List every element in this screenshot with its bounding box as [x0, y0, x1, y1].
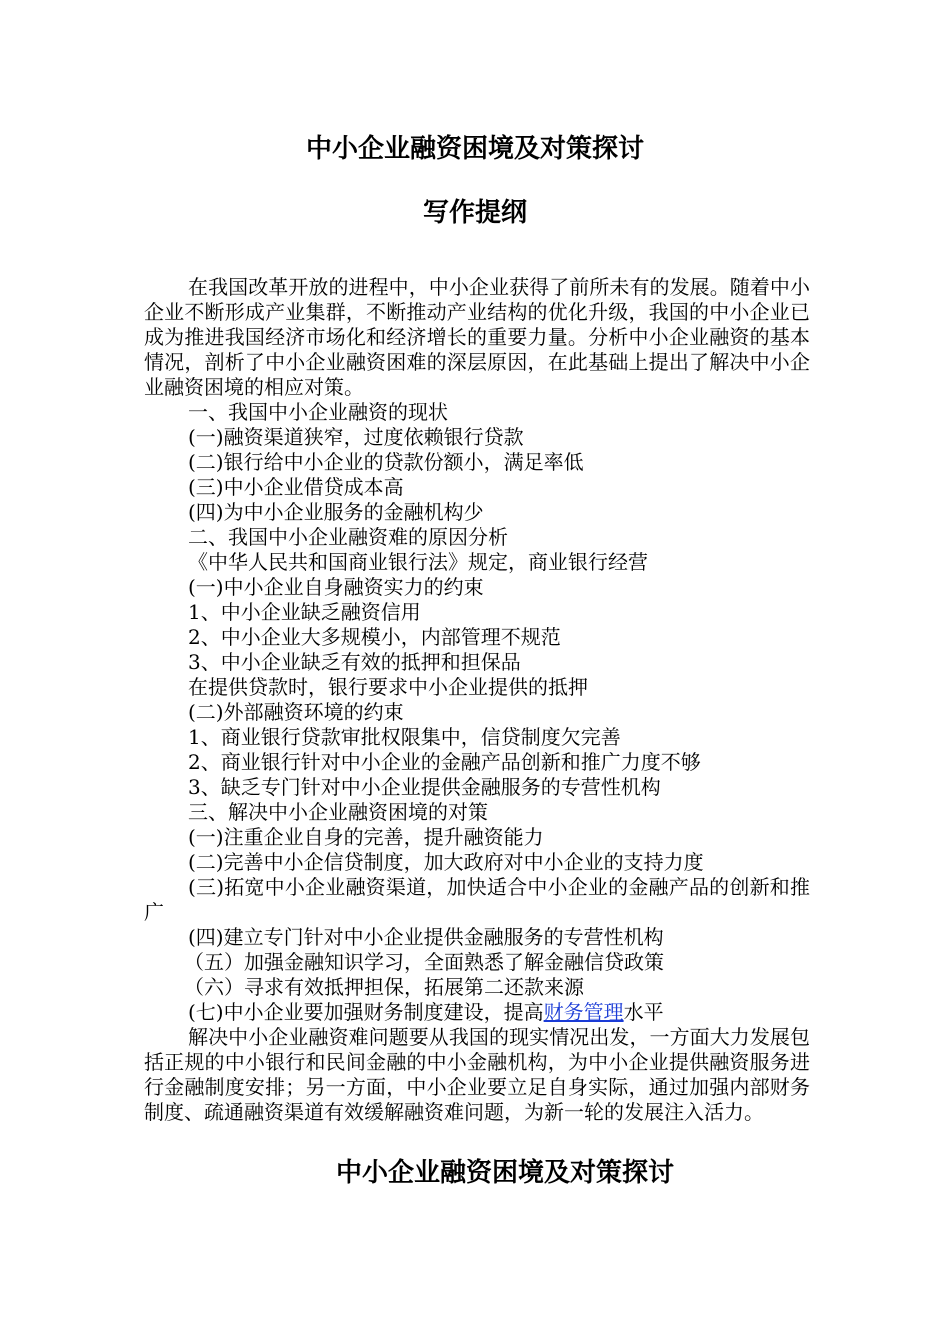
repeated-title: 中小企业融资困境及对策探讨: [335, 1158, 674, 1188]
outline-line: (一)中小企业自身融资实力的约束: [188, 575, 484, 599]
outline-line: (二)银行给中小企业的贷款份额小，满足率低: [188, 450, 584, 474]
outline-line: (二)外部融资环境的约束: [188, 700, 404, 724]
outline-line: 2、中小企业大多规模小，内部管理不规范: [188, 625, 561, 649]
intro-paragraph: 在我国改革开放的进程中，中小企业获得了前所未有的发展。随着中小企业不断形成产业集群，不断推动产业结构的优化升级，我国的中小企业已成为推进我国经济市场化和经济增长的重要力量。分析中小企业融资的基本情况，剖析了中小企业融资困难的深层原因，在此基础上提出了解决中小企业融资困境的相应对策。: [144, 275, 810, 399]
outline-line: 二、我国中小企业融资难的原因分析: [188, 525, 508, 549]
outline-line: (一)融资渠道狭窄，过度依赖银行贷款: [188, 425, 524, 449]
outline-line: (一)注重企业自身的完善，提升融资能力: [188, 825, 544, 849]
item-seven-suffix: 水平: [623, 1000, 664, 1024]
item-seven-text: (七)中小企业要加强财务制度建设，提高: [188, 1000, 544, 1024]
outline-item-three: (三)拓宽中小企业融资渠道，加快适合中小企业的金融产品的创新和推广: [144, 875, 810, 924]
document-body: [144, 275, 810, 1125]
outline-line: (三)中小企业借贷成本高: [188, 475, 404, 499]
outline-line: (四)为中小企业服务的金融机构少: [188, 500, 484, 524]
outline-line: (二)完善中小企信贷制度，加大政府对中小企业的支持力度: [188, 850, 704, 874]
outline-line: 1、中小企业缺乏融资信用: [188, 600, 421, 624]
financial-management-link[interactable]: 财务管理: [543, 1000, 624, 1024]
outline-list: [144, 400, 810, 875]
outline-line: 在提供贷款时，银行要求中小企业提供的抵押: [188, 675, 588, 699]
outline-item-four: (四)建立专门针对中小企业提供金融服务的专营性机构: [188, 925, 664, 949]
outline-item-five: （五）加强金融知识学习，全面熟悉了解金融信贷政策: [184, 950, 664, 974]
outline-line: 《中华人民共和国商业银行法》规定，商业银行经营: [188, 550, 648, 574]
outline-line: 3、中小企业缺乏有效的抵押和担保品: [188, 650, 521, 674]
outline-line: 3、缺乏专门针对中小企业提供金融服务的专营性机构: [188, 775, 661, 799]
outline-line: 1、商业银行贷款审批权限集中，信贷制度欠完善: [188, 725, 621, 749]
conclusion-paragraph: 解决中小企业融资难问题要从我国的现实情况出发，一方面大力发展包括正规的中小银行和民间金融的中小金融机构，为中小企业提供融资服务进行金融制度安排；另一方面，中小企业要立足自身实际，通过加强内部财务制度、疏通融资渠道有效缓解融资难问题，为新一轮的发展注入活力。: [144, 1025, 810, 1124]
outline-item-seven: [144, 1000, 810, 1025]
document-subtitle: 写作提纲: [422, 198, 527, 228]
outline-line: 2、商业银行针对中小企业的金融产品创新和推广力度不够: [188, 750, 701, 774]
outline-line: 三、解决中小企业融资困境的对策: [188, 800, 488, 824]
outline-item-six: （六）寻求有效抵押担保，拓展第二还款来源: [184, 975, 584, 999]
document-title: 中小企业融资困境及对策探讨: [305, 134, 644, 164]
outline-line: 一、我国中小企业融资的现状: [188, 400, 448, 424]
